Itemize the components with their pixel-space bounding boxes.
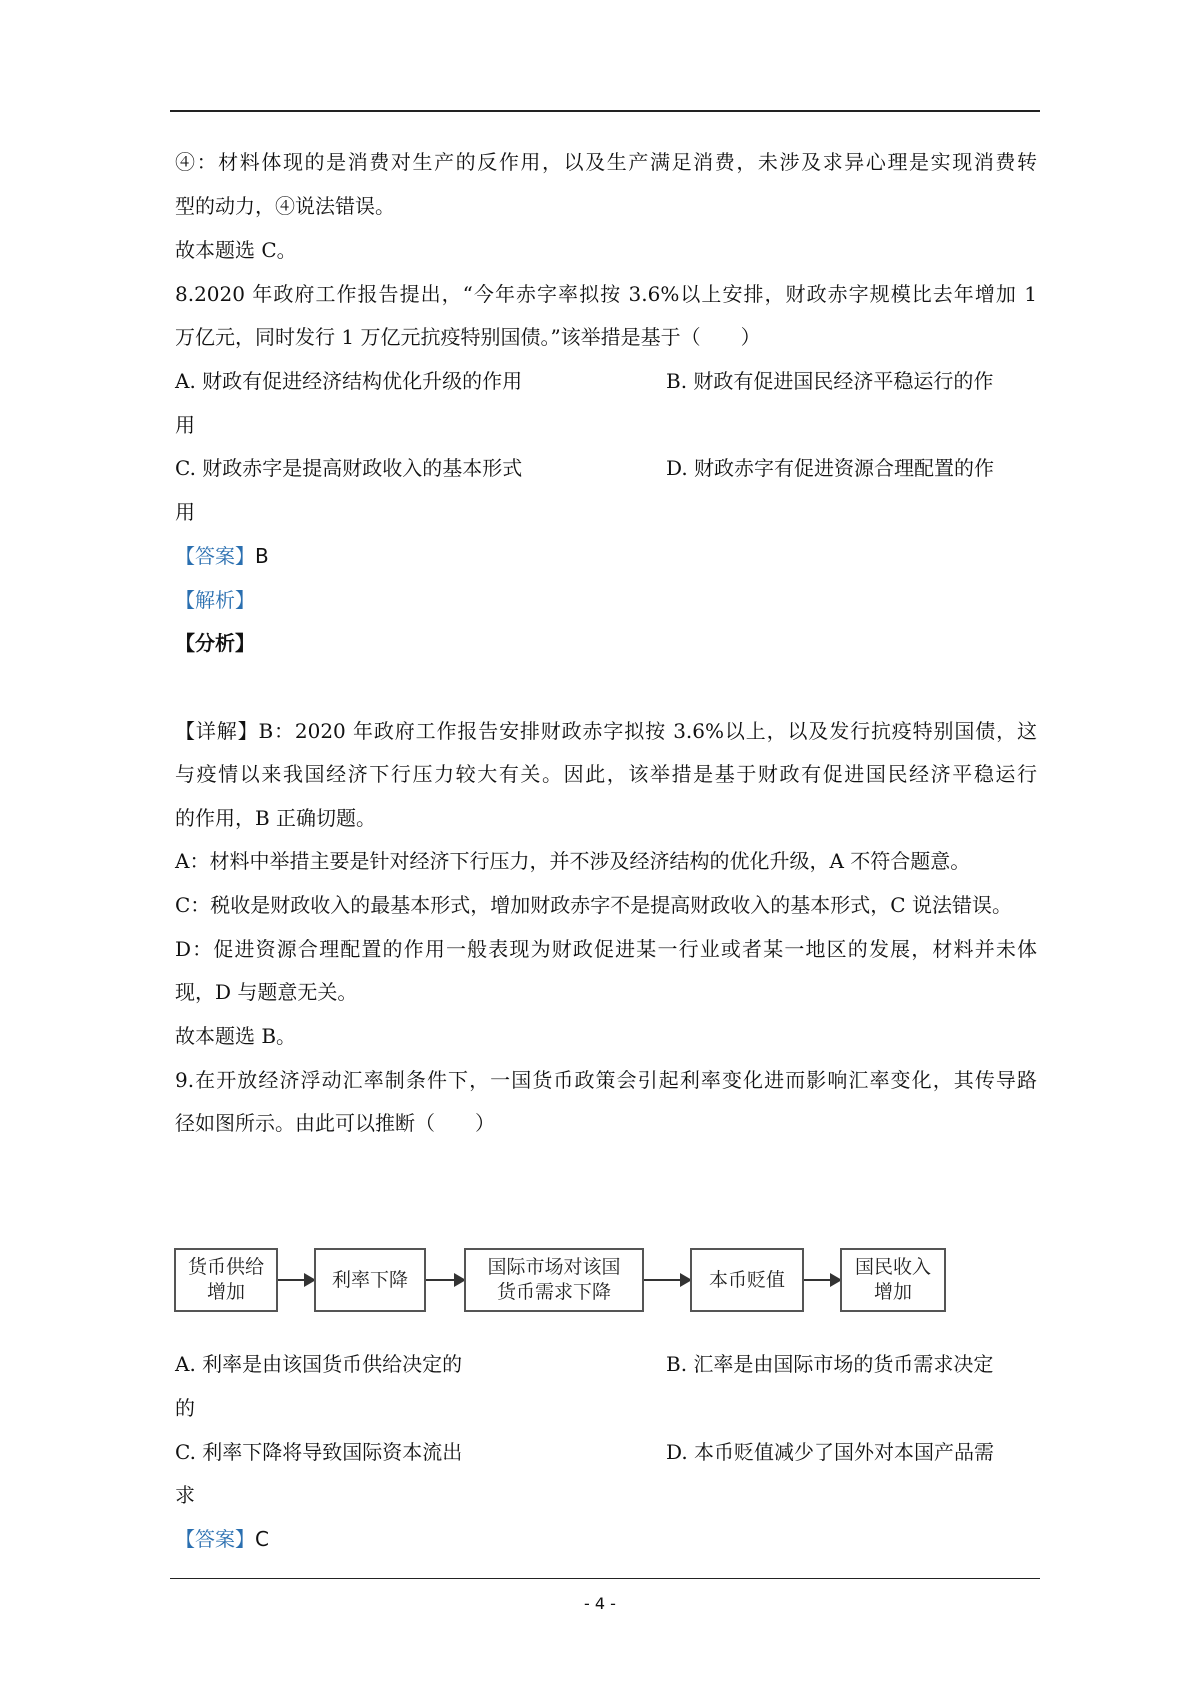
answer-value: C — [255, 1527, 269, 1551]
option-8-b-cont: 用 — [175, 413, 195, 437]
option-9-b: B. 汇率是由国际市场的货币需求决定 — [666, 1352, 994, 1376]
option-9-c: C. 利率下降将导致国际资本流出 — [175, 1440, 463, 1464]
flow-box-currency-demand: 国际市场对该国 货币需求下降 — [464, 1248, 644, 1312]
detail-line: 现，D 与题意无关。 — [175, 980, 358, 1004]
option-9-b-cont: 的 — [175, 1396, 195, 1420]
question-8-stem-cont: 万亿元，同时发行 1 万亿元抗疫特别国债。”该举措是基于（ ） — [175, 325, 761, 349]
detail-line: 与疫情以来我国经济下行压力较大有关。因此，该举措是基于财政有促进国民经济平稳运行 — [175, 762, 1037, 786]
option-9-d: D. 本币贬值减少了国外对本国产品需 — [666, 1440, 995, 1464]
analysis-label: 【解析】 — [175, 588, 255, 612]
footer-rule — [170, 1578, 1040, 1579]
detail-line: C：税收是财政收入的最基本形式，增加财政赤字不是提高财政收入的基本形式，C 说法错误。 — [175, 893, 1012, 917]
conclusion-line: 故本题选 B。 — [175, 1024, 297, 1048]
arrow-icon — [278, 1279, 314, 1281]
option-9-a: A. 利率是由该国货币供给决定的 — [175, 1352, 463, 1376]
option-8-d-cont: 用 — [175, 500, 195, 524]
page-number: - 4 - — [584, 1594, 616, 1613]
option-8-c: C. 财政赤字是提高财政收入的基本形式 — [175, 456, 523, 480]
option-8-d: D. 财政赤字有促进资源合理配置的作 — [666, 456, 995, 480]
text-line: 故本题选 C。 — [175, 238, 297, 262]
option-8-b: B. 财政有促进国民经济平稳运行的作 — [666, 369, 994, 393]
transmission-flowchart — [174, 1248, 980, 1314]
text-line: 型的动力，④说法错误。 — [175, 194, 395, 218]
detail-line: 【详解】B：2020 年政府工作报告安排财政赤字拟按 3.6%以上，以及发行抗疫特别国债，这 — [175, 719, 1037, 743]
answer-8 — [175, 542, 269, 570]
detail-line: 的作用，B 正确切题。 — [175, 806, 377, 830]
detail-line: D：促进资源合理配置的作用一般表现为财政促进某一行业或者某一地区的发展，材料并未体 — [175, 937, 1037, 961]
arrow-icon — [644, 1279, 690, 1281]
arrow-icon — [804, 1279, 840, 1281]
text-line: ④：材料体现的是消费对生产的反作用，以及生产满足消费，未涉及求异心理是实现消费转 — [175, 150, 1037, 174]
answer-label: 【答案】 — [175, 544, 255, 568]
question-8-stem: 8.2020 年政府工作报告提出，“今年赤字率拟按 3.6%以上安排，财政赤字规模比去年增加 1 — [175, 282, 1037, 306]
flow-box-money-supply: 货币供给 增加 — [174, 1248, 278, 1312]
option-9-d-cont: 求 — [175, 1483, 195, 1507]
fenxi-label: 【分析】 — [175, 631, 255, 655]
flow-box-interest-rate: 利率下降 — [314, 1248, 426, 1312]
question-9-stem: 9.在开放经济浮动汇率制条件下，一国货币政策会引起利率变化进而影响汇率变化，其传导路 — [175, 1068, 1037, 1092]
answer-label: 【答案】 — [175, 1527, 255, 1551]
flow-box-depreciation: 本币贬值 — [690, 1248, 804, 1312]
answer-value: B — [255, 544, 269, 568]
answer-9 — [175, 1525, 269, 1553]
detail-line: A：材料中举措主要是针对经济下行压力，并不涉及经济结构的优化升级，A 不符合题意。 — [175, 849, 971, 873]
question-9-stem-cont: 径如图所示。由此可以推断（ ） — [175, 1111, 495, 1135]
header-rule — [170, 110, 1040, 112]
flow-box-national-income: 国民收入 增加 — [840, 1248, 946, 1312]
arrow-icon — [426, 1279, 464, 1281]
option-8-a: A. 财政有促进经济结构优化升级的作用 — [175, 369, 523, 393]
